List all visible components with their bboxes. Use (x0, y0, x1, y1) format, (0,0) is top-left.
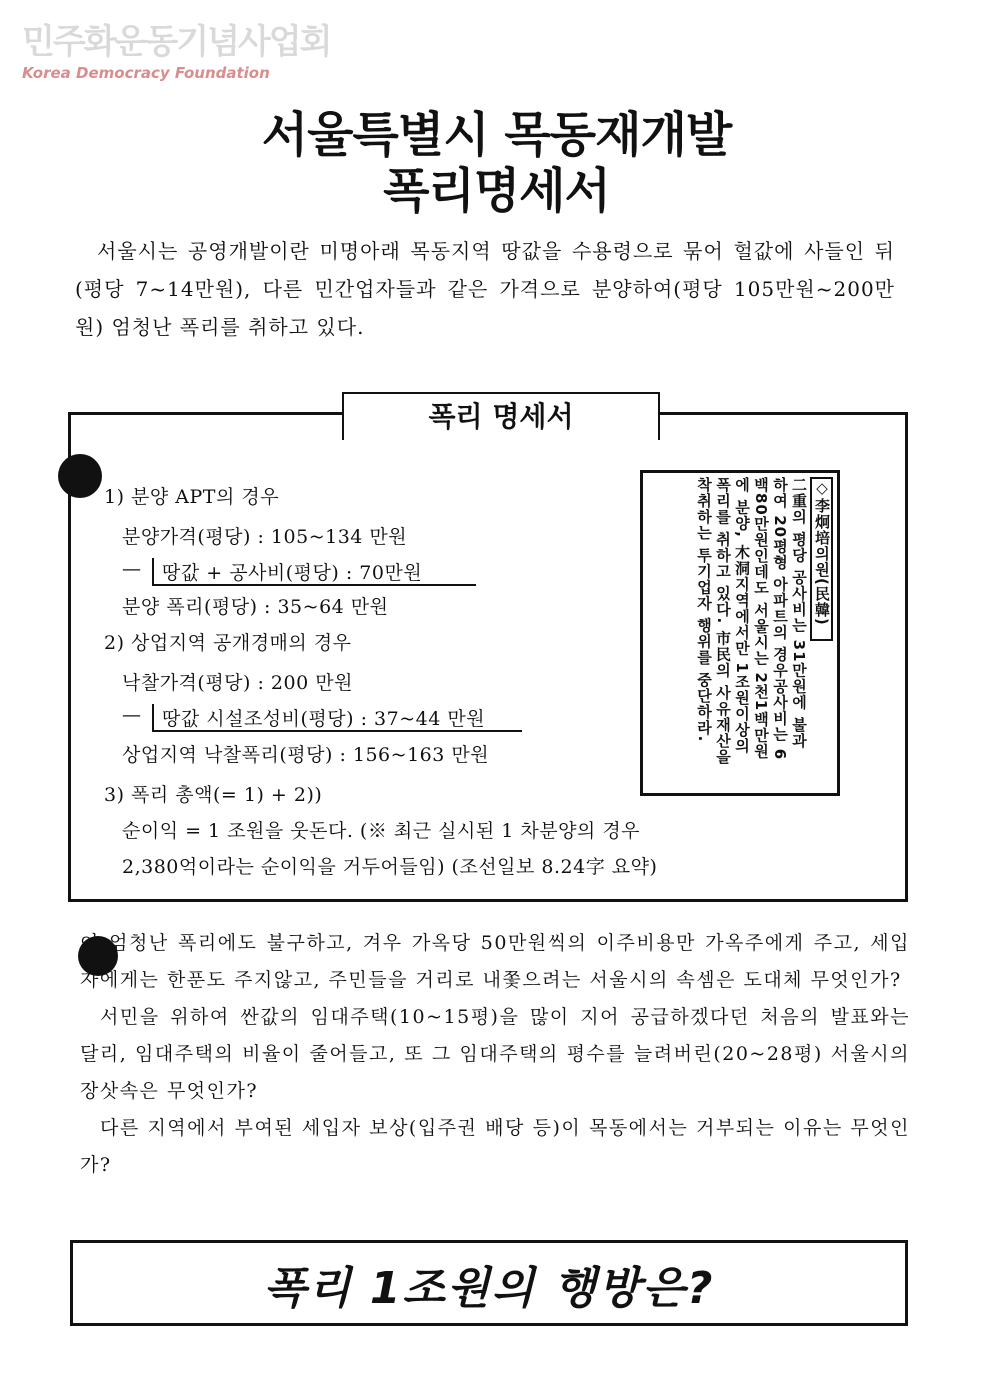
statement-heading: 폭리 명세서 (342, 392, 660, 440)
item1-underline (152, 584, 476, 586)
item1-cost: 땅값 + 공사비(평당) : 70만원 (162, 562, 423, 584)
clipping-col-4: 백80만원인데도 서울시는 2천1백만원 (752, 477, 770, 760)
item3-net-profit: 순이익 = 1 조원을 웃돈다. (※ 최근 실시된 1 차분양의 경우 (122, 820, 641, 842)
watermark-org-korean: 민주화운동기념사업회 (22, 22, 331, 62)
item1-sale-price: 분양가격(평당) : 105~134 만원 (122, 526, 408, 548)
item1-bracket (152, 558, 154, 586)
item2-bracket (152, 704, 154, 732)
watermark-org-english: Korea Democracy Foundation (22, 64, 270, 82)
document-title-line2: 폭리명세서 (383, 163, 610, 219)
item2-title: 2) 상업지역 공개경매의 경우 (104, 632, 352, 654)
item2-minus-sign: — (122, 704, 142, 726)
clipping-col-3: 하여 20평형 아파트의 경우공사비는 6 (771, 477, 789, 761)
item1-minus-sign: — (122, 558, 142, 580)
body-paragraph-2: 서민을 위하여 싼값의 임대주택(10~15평)을 많이 지어 공급하겠다던 처음의 발표와는 달리, 임대주택의 비율이 줄어들고, 또 그 임대주택의 평수를 늘려버린(20~28평) 서울시의 장삿속은 무엇인가? (80, 1006, 910, 1102)
body-paragraph-1: 이 엄청난 폭리에도 불구하고, 겨우 가옥당 50만원씩의 이주비용만 가옥주에게 주고, 세입자에게는 한푼도 주지않고, 주민들을 거리로 내쫓으려는 서울시의 속셈은 도대체 무엇인가? (80, 932, 910, 991)
clipping-col-6: 폭리를 취하고 있다. 市民의 사유재산을 (714, 477, 732, 765)
item1-profit: 분양 폭리(평당) : 35~64 만원 (122, 596, 389, 618)
body-section (80, 925, 910, 1184)
intro-paragraph: 서울시는 공영개발이란 미명아래 목동지역 땅값을 수용령으로 묶어 헐값에 사들인 뒤(평당 7~14만원), 다른 민간업자들과 같은 가격으로 분양하여(평당 105만원~200만원) 엄청난 폭리를 취하고 있다. (75, 239, 895, 339)
item2-auction-price: 낙찰가격(평당) : 200 만원 (122, 672, 353, 694)
clipping-col-5: 에 분양, 木洞지역에서만 1조원이상의 (733, 477, 751, 754)
closing-headline: 폭리 1조원의 행방은? (263, 1263, 715, 1314)
newspaper-clipping (640, 470, 840, 796)
clipping-col-7: 착취하는 투기업자 행위를 중단하라. (695, 477, 713, 743)
item3-source: 2,380억이라는 순이익을 거두어들임) (조선일보 8.24字 요약) (122, 856, 658, 878)
punch-hole-mark (58, 454, 102, 498)
item1-title: 1) 분양 APT의 경우 (104, 486, 280, 508)
item2-profit: 상업지역 낙찰폭리(평당) : 156~163 만원 (122, 744, 490, 766)
clipping-col-2: 二重의 평당 공사비는 31만원에 불과 (790, 477, 808, 749)
clipping-col-1: ◇李炯培의원(民韓) (810, 477, 833, 641)
item2-cost: 땅값 시설조성비(평당) : 37~44 만원 (162, 708, 486, 730)
document-title-line1: 서울특별시 목동재개발 (261, 107, 732, 163)
item3-title: 3) 폭리 총액(= 1) + 2)) (104, 784, 323, 806)
body-paragraph-3: 다른 지역에서 부여된 세입자 보상(입주권 배당 등)이 목동에서는 거부되는 이유는 무엇인가? (80, 1117, 910, 1176)
item2-underline (152, 730, 522, 732)
